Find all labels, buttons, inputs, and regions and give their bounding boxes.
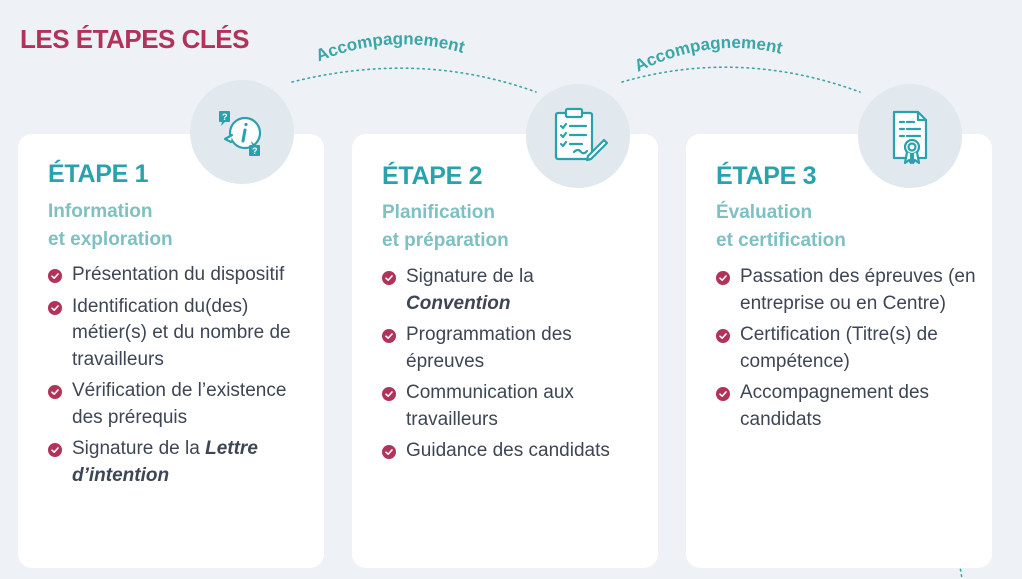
info-question-icon bbox=[190, 80, 294, 184]
step-card-1 bbox=[18, 112, 324, 568]
list-item: Guidance des candidats bbox=[382, 438, 644, 465]
step-title: ÉTAPE 1 bbox=[48, 160, 149, 188]
connector-label-1: Accompagnement bbox=[313, 29, 467, 66]
step-list bbox=[716, 264, 978, 438]
list-item: Identification du(des) métier(s) et du nombre de travailleurs bbox=[48, 294, 310, 374]
check-bullet-icon bbox=[716, 329, 730, 343]
step-card-2 bbox=[352, 134, 658, 568]
check-bullet-icon bbox=[382, 387, 396, 401]
step-title: ÉTAPE 3 bbox=[716, 162, 817, 190]
check-bullet-icon bbox=[382, 445, 396, 459]
clipboard-checklist-icon bbox=[526, 84, 630, 188]
list-item: Vérification de l’existence des prérequis bbox=[48, 378, 310, 431]
connector-line-1 bbox=[292, 68, 536, 92]
check-bullet-icon bbox=[716, 271, 730, 285]
step-list bbox=[382, 264, 644, 470]
step-subtitle: Évaluation et certification bbox=[716, 202, 846, 251]
check-bullet-icon bbox=[716, 387, 730, 401]
list-item: Accompagnement des candidats bbox=[716, 380, 978, 433]
list-item: Communication aux travailleurs bbox=[382, 380, 644, 433]
check-bullet-icon bbox=[48, 443, 62, 457]
list-item: Présentation du dispositif bbox=[48, 262, 310, 289]
svg-text:?: ? bbox=[222, 112, 228, 122]
check-bullet-icon bbox=[48, 269, 62, 283]
page-title: LES ÉTAPES CLÉS bbox=[20, 24, 249, 54]
list-item: Signature de la Convention bbox=[382, 264, 644, 317]
certificate-icon bbox=[858, 84, 962, 188]
step-list bbox=[48, 262, 310, 494]
check-bullet-icon bbox=[48, 385, 62, 399]
list-item: Certification (Titre(s) de compétence) bbox=[716, 322, 978, 375]
check-bullet-icon bbox=[48, 301, 62, 315]
list-item: Programmation des épreuves bbox=[382, 322, 644, 375]
step-card-3 bbox=[686, 134, 992, 568]
check-bullet-icon bbox=[382, 271, 396, 285]
connector-label-2: Accompagnement bbox=[631, 32, 785, 76]
connector-line-2 bbox=[622, 67, 860, 92]
step-subtitle: Information et exploration bbox=[48, 201, 173, 250]
step-title: ÉTAPE 2 bbox=[382, 162, 483, 190]
list-item: Signature de la Lettre d’intention bbox=[48, 436, 310, 489]
svg-text:?: ? bbox=[252, 146, 258, 156]
list-item: Passation des épreuves (en entreprise ou en Centre) bbox=[716, 264, 978, 317]
check-bullet-icon bbox=[382, 329, 396, 343]
step-subtitle: Planification et préparation bbox=[382, 202, 509, 251]
